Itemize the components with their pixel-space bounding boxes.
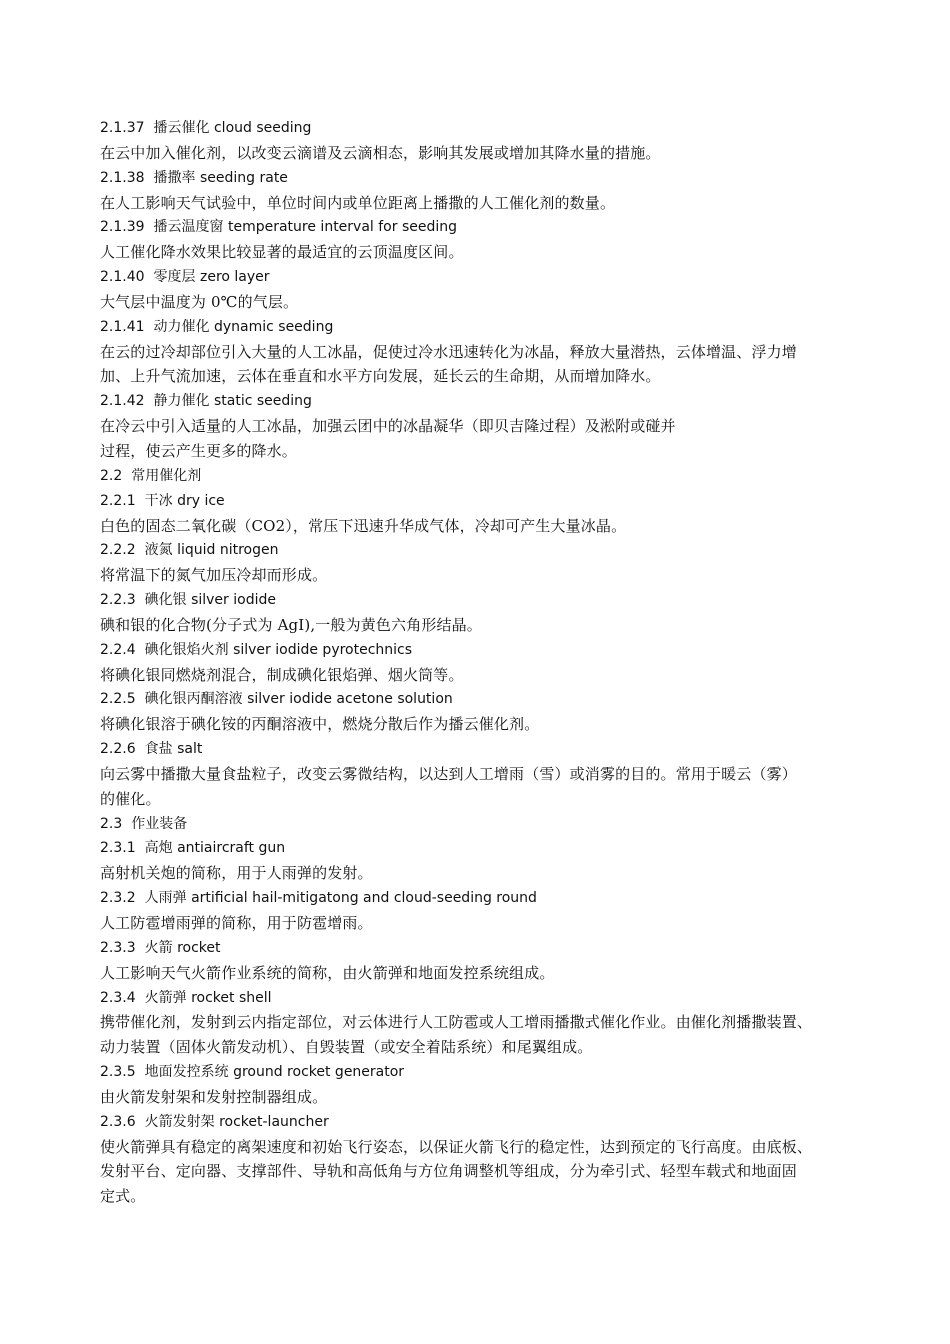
term-heading: [100, 687, 876, 712]
term-heading: [100, 588, 876, 613]
term-heading: [100, 116, 876, 141]
term-heading: [100, 886, 876, 911]
term-number: 2.1.37: [100, 120, 145, 136]
document-page: [100, 116, 876, 1209]
term-title: 播云温度窗 temperature interval for seeding: [153, 219, 458, 236]
term-title: 食盐 salt: [144, 741, 203, 758]
definition-line: 使火箭弹具有稳定的离架速度和初始飞行姿态，以保证火箭飞行的稳定性，达到预定的飞行高度。由底板、: [100, 1137, 813, 1156]
term-heading: [100, 265, 876, 290]
definition-line: 将碘化银同燃烧剂混合，制成碘化银焰弹、烟火筒等。: [100, 665, 464, 684]
term-title: 火箭发射架 rocket-launcher: [144, 1113, 329, 1130]
definition-line: 将常温下的氮气加压冷却而形成。: [100, 566, 328, 585]
term-title: 碘化银 silver iodide: [144, 592, 276, 609]
term-heading: [100, 1110, 876, 1135]
term-heading: [100, 1060, 876, 1085]
definition-line: 在冷云中引入适量的人工冰晶，加强云团中的冰晶凝华（即贝吉隆过程）及淞附或碰并: [100, 417, 676, 436]
definition-line: 定式。: [100, 1187, 146, 1206]
term-title: 高炮 antiaircraft gun: [144, 840, 286, 857]
term-number: 2.2.4: [100, 641, 136, 658]
term-heading: [100, 166, 876, 191]
term-heading: [100, 215, 876, 240]
term-number: 2.3.5: [100, 1064, 136, 1081]
term-title: 地面发控系统 ground rocket generator: [144, 1064, 405, 1081]
term-title: 液氮 liquid nitrogen: [144, 542, 279, 559]
term-title: 碘化银焰火剂 silver iodide pyrotechnics: [144, 641, 413, 658]
term-title: 人雨弹 artificial hail-mitigatong and cloud-seeding round: [144, 890, 537, 907]
term-title: 动力催化 dynamic seeding: [153, 318, 334, 335]
definition-line: 人工影响天气火箭作业系统的简称，由火箭弹和地面发控系统组成。: [100, 963, 555, 982]
definition-line: 大气层中温度为 0℃的气层。: [100, 292, 299, 311]
term-title: 常用催化剂: [131, 467, 202, 484]
definition-line: 将碘化银溶于碘化铵的丙酮溶液中，燃烧分散后作为播云催化剂。: [100, 715, 540, 734]
term-title: 火箭 rocket: [144, 939, 221, 956]
definition-line: 向云雾中播撒大量食盐粒子，改变云雾微结构，以达到人工增雨（雪）或消雾的目的。常用于暖云（雾）: [100, 764, 797, 783]
definition-line: 在云的过冷却部位引入大量的人工冰晶，促使过冷水迅速转化为冰晶，释放大量潜热，云体增温、浮力增: [100, 342, 797, 361]
term-number: 2.2.1: [100, 492, 136, 509]
definition-line: 人工催化降水效果比较显著的最适宜的云顶温度区间。: [100, 243, 464, 262]
definition-line: 动力装置（固体火箭发动机）、自毁装置（或安全着陆系统）和尾翼组成。: [100, 1038, 593, 1057]
term-number: 2.3: [100, 815, 123, 832]
term-number: 2.3.2: [100, 890, 136, 907]
term-number: 2.2.6: [100, 741, 136, 758]
term-number: 2.2.5: [100, 691, 136, 708]
term-heading: [100, 489, 876, 514]
term-title: 零度层 zero layer: [153, 269, 270, 286]
term-number: 2.3.3: [100, 939, 136, 956]
term-title: 火箭弹 rocket shell: [144, 989, 272, 1006]
term-number: 2.3.6: [100, 1113, 136, 1130]
term-heading: [100, 936, 876, 961]
term-number: 2.3.1: [100, 840, 136, 857]
term-heading: [100, 315, 876, 340]
definition-line: 白色的固态二氧化碳（CO2），常压下迅速升华成气体，冷却可产生大量冰晶。: [100, 516, 627, 535]
definition-line: 发射平台、定向器、支撑部件、导轨和高低角与方位角调整机等组成，分为牵引式、轻型车载式和地面固: [100, 1162, 797, 1181]
definition-line: 在人工影响天气试验中，单位时间内或单位距离上播撒的人工催化剂的数量。: [100, 193, 616, 212]
definition-line: 携带催化剂，发射到云内指定部位，对云体进行人工防雹或人工增雨播撒式催化作业。由催化剂播撒装置、: [100, 1013, 813, 1032]
term-title: 播撒率 seeding rate: [153, 169, 288, 186]
term-heading: [100, 812, 876, 837]
term-heading: [100, 836, 876, 861]
term-heading: [100, 986, 876, 1011]
definition-line: 在云中加入催化剂，以改变云滴谱及云滴相态，影响其发展或增加其降水量的措施。: [100, 143, 661, 162]
term-heading: [100, 737, 876, 762]
term-title: 播云催化 cloud seeding: [153, 120, 312, 136]
definition-line: 人工防雹增雨弹的简称，用于防雹增雨。: [100, 914, 373, 932]
term-heading: [100, 389, 876, 414]
term-number: 2.1.42: [100, 393, 145, 410]
definition-line: 的催化。: [100, 789, 161, 808]
term-number: 2.2.2: [100, 542, 136, 559]
term-title: 干冰 dry ice: [144, 492, 225, 509]
term-number: 2.1.40: [100, 269, 145, 286]
term-number: 2.1.38: [100, 169, 145, 186]
term-title: 静力催化 static seeding: [153, 393, 312, 410]
definition-line: 加、上升气流加速，云体在垂直和水平方向发展，延长云的生命期，从而增加降水。: [100, 367, 661, 386]
term-heading: [100, 464, 876, 489]
term-number: 2.2.3: [100, 592, 136, 609]
term-number: 2.3.4: [100, 989, 136, 1006]
term-heading: [100, 538, 876, 563]
term-title: 作业装备: [131, 815, 188, 832]
definition-line: 碘和银的化合物(分子式为 AgI),一般为黄色六角形结晶。: [100, 615, 482, 634]
term-number: 2.1.41: [100, 318, 145, 335]
term-number: 2.2: [100, 467, 123, 484]
term-title: 碘化银丙酮溶液 silver iodide acetone solution: [144, 691, 453, 708]
definition-line: 过程，使云产生更多的降水。: [100, 441, 297, 460]
definition-line: 高射机关炮的简称，用于人雨弹的发射。: [100, 864, 373, 883]
term-number: 2.1.39: [100, 219, 145, 236]
definition-line: 由火箭发射架和发射控制器组成。: [100, 1087, 328, 1106]
term-heading: [100, 638, 876, 663]
